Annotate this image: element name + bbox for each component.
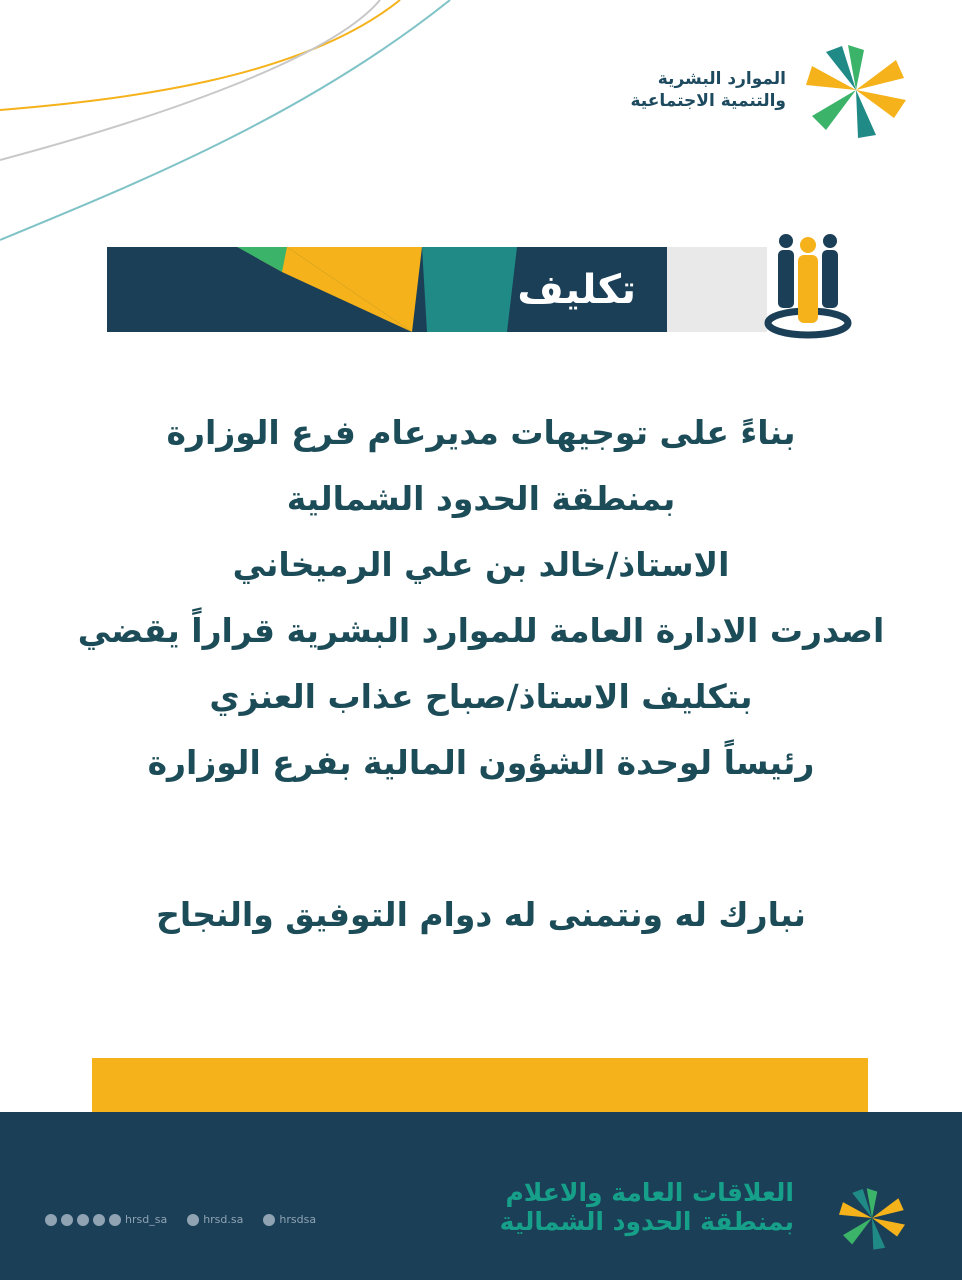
social-links <box>45 1213 328 1226</box>
facebook-icon[interactable] <box>93 1214 105 1226</box>
announcement-line: بناءً على توجيهات مديرعام فرع الوزارة <box>166 413 796 452</box>
snapchat-icon[interactable] <box>263 1214 275 1226</box>
social-handle[interactable]: hrsd_sa <box>125 1213 168 1226</box>
announcement-line: بمنطقة الحدود الشمالية <box>286 479 676 518</box>
social-handle[interactable]: hrsdsa <box>279 1213 317 1226</box>
footer-star-icon <box>832 1185 912 1251</box>
logo-text-line1: الموارد البشرية <box>657 69 786 89</box>
announcement-body <box>20 400 942 948</box>
logo-text-line2: والتنمية الاجتماعية <box>630 91 786 111</box>
footer-dept-line2: بمنطقة الحدود الشمالية <box>499 1207 794 1236</box>
social-handle[interactable]: hrsd.sa <box>203 1213 244 1226</box>
twitter-icon[interactable] <box>45 1214 57 1226</box>
announcement-line: الاستاذ/خالد بن علي الرميخاني <box>232 545 730 584</box>
announcement-line: بتكليف الاستاذ/صباح عذاب العنزي <box>209 677 753 716</box>
title-banner <box>107 247 767 332</box>
footer-dept-line1: العلاقات العامة والاعلام <box>505 1178 794 1207</box>
people-group-icon <box>762 225 854 345</box>
announcement-line: رئيساً لوحدة الشؤون المالية بفرع الوزارة <box>147 743 815 782</box>
ministry-star-icon <box>796 40 916 140</box>
instagram-icon[interactable] <box>61 1214 73 1226</box>
linkedin-icon[interactable] <box>109 1214 121 1226</box>
ministry-logo <box>630 40 916 140</box>
footer <box>0 1112 962 1280</box>
youtube-icon[interactable] <box>77 1214 89 1226</box>
announcement-line: اصدرت الادارة العامة للموارد البشرية قراراً يقضي <box>77 611 885 650</box>
banner-title: تكليف <box>517 267 636 313</box>
decorative-curves <box>0 0 470 250</box>
tiktok-icon[interactable] <box>187 1214 199 1226</box>
accent-bar <box>92 1058 868 1114</box>
closing-line: نبارك له ونتمنى له دوام التوفيق والنجاح <box>156 895 806 934</box>
footer-department <box>500 1178 794 1236</box>
